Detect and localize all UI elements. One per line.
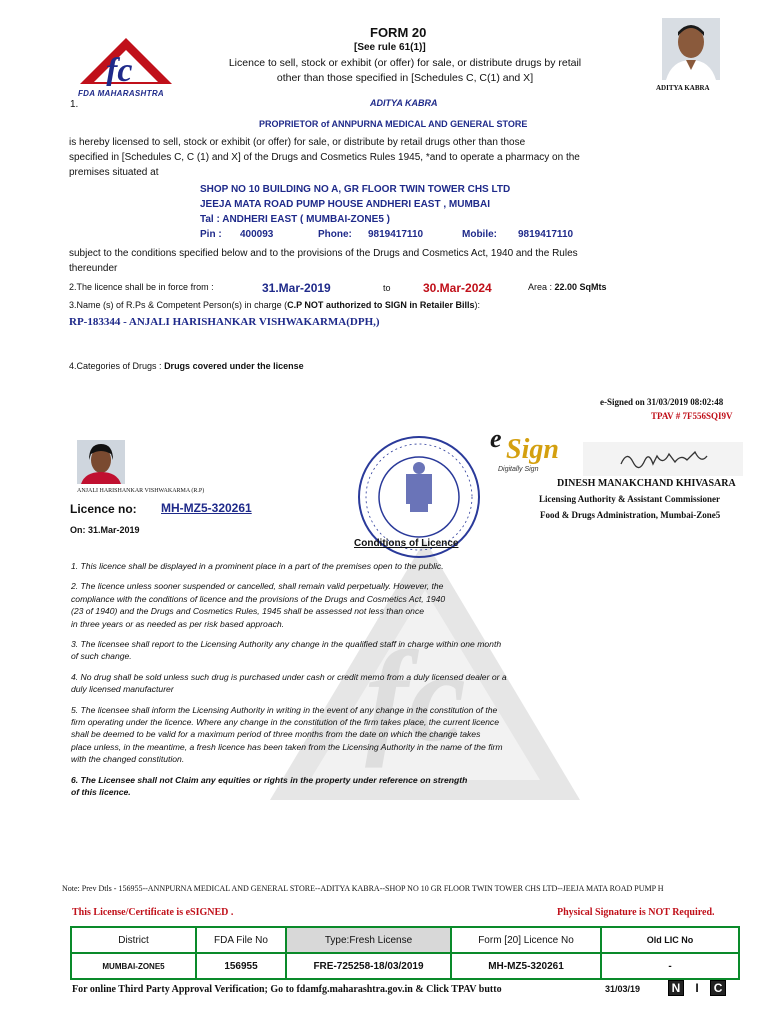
condition-5-line2: firm operating under the licence. Where any change in the constitution of the firm takes place, the current licence — [71, 717, 500, 728]
tpav-code: TPAV # 7F556SQI9V — [651, 411, 733, 421]
svg-text:fc: fc — [365, 625, 466, 769]
condition-5-line1: 5. The licensee shall inform the Licensing Authority in writing in the event of any change in the constitution of the — [71, 704, 498, 715]
esigned-notice: This License/Certificate is eSIGNED . — [72, 907, 234, 918]
svg-text:fc: fc — [106, 52, 133, 86]
logo-text: FDA MAHARASHTRA — [78, 89, 164, 98]
physical-sign-notice: Physical Signature is NOT Required. — [557, 907, 715, 918]
licence-date — [70, 525, 140, 535]
to-label: to — [383, 283, 391, 293]
address-line2: JEEJA MATA ROAD PUMP HOUSE ANDHERI EAST , MUMBAI — [200, 199, 491, 210]
area — [528, 282, 607, 292]
condition-1: 1. This licence shall be displayed in a prominent place in a part of the premises open to the public. — [71, 561, 444, 571]
item4-value: Drugs covered under the license — [164, 361, 304, 371]
esign-e: e — [490, 424, 502, 453]
desc-line-2: other than those specified in [Schedules C, C(1) and X] — [276, 72, 534, 84]
nic-c: C — [710, 980, 726, 996]
licence-summary-table — [70, 926, 740, 980]
table-header: District — [71, 927, 196, 953]
para1-line2: specified in [Schedules C, C (1) and X] of the Drugs and Cosmetics Rules 1945, *and to operate a pharmacy on the — [69, 152, 580, 163]
esign-digital: Digitally Sign — [498, 466, 539, 473]
condition-2-line4: in three years or as needed as per risk based approach. — [71, 618, 285, 629]
officer-signature — [583, 442, 743, 476]
licence-no-value: MH-MZ5-320261 — [161, 501, 252, 515]
table-row — [71, 953, 739, 979]
condition-4-line2: duly licensed manufacturer — [71, 684, 174, 695]
esigned-timestamp: e-Signed on 31/03/2019 08:02:48 — [600, 397, 724, 407]
on-date: 31.Mar-2019 — [88, 525, 140, 535]
force-label: 2.The licence shall be in force from : — [69, 282, 214, 292]
rp-name: RP-183344 - ANJALI HARISHANKAR VISHWAKARMA(DPH,) — [69, 316, 380, 328]
officer-role: Licensing Authority & Assistant Commissioner — [539, 494, 721, 504]
subject-paragraph — [69, 246, 578, 276]
prev-details-note: Note: Prev Dtls - 156955--ANNPURNA MEDICAL AND GENERAL STORE--ADITYA KABRA--SHOP NO 10 GR FLOOR TWIN TOWER CHS LTD--JEEJA MATA ROAD PUMP H — [62, 884, 664, 893]
form-title: FORM 20 — [370, 25, 427, 40]
verification-note: For online Third Party Approval Verification; Go to fdamfg.maharashtra.gov.in & Click TPAV butto — [72, 984, 502, 995]
item4-label: 4.Categories of Drugs : — [69, 361, 162, 371]
holder-name: ADITYA KABRA — [370, 98, 438, 108]
desc-line-1: Licence to sell, stock or exhibit (or offer) for sale, or distribute drugs by retail — [228, 57, 582, 69]
esign-logo — [490, 424, 580, 477]
item3 — [69, 300, 480, 310]
holder-photo — [662, 18, 720, 80]
esign-word: Sign — [506, 434, 559, 465]
phone-value: 9819417110 — [368, 229, 424, 240]
para1-line3: premises situated at — [69, 167, 159, 178]
condition-6-line1: 6. The Licensee shall not Claim any equities or rights in the property under reference on strength — [71, 774, 468, 785]
officer-dept: Food & Drugs Administration, Mumbai-Zone5 — [540, 510, 721, 520]
condition-6-line2: of this licence. — [71, 787, 131, 798]
condition-2-line2: compliance with the conditions of licence and the provisions of the Drugs and Cosmetics Act, 1940 — [71, 593, 446, 604]
rule-ref: [See rule 61(1)] — [354, 42, 426, 53]
conditions-title: Conditions of Licence — [354, 538, 459, 549]
area-label: Area : — [528, 282, 553, 292]
rp-photo — [77, 440, 125, 484]
pin-value: 400093 — [240, 229, 274, 240]
premises-address — [200, 182, 600, 242]
mobile-label: Mobile: — [462, 229, 497, 240]
table-cell: - — [601, 953, 739, 979]
condition-5-line4: place unless, in the meantime, a fresh licence has been taken from the Licensing Authority in the name of the firm — [71, 741, 503, 752]
fda-logo — [78, 36, 174, 96]
table-cell: 156955 — [196, 953, 286, 979]
address-line1: SHOP NO 10 BUILDING NO A, GR FLOOR TWIN TOWER CHS LTD — [200, 184, 511, 195]
table-header-row — [71, 927, 739, 953]
item3-c: ): — [474, 300, 480, 310]
condition-3-line1: 3. The licensee shall report to the Licensing Authority any change in the qualified staff in charge within one month — [71, 639, 502, 650]
form-description — [175, 56, 635, 86]
area-value: 22.00 SqMts — [554, 282, 607, 292]
officer-name: DINESH MANAKCHAND KHIVASARA — [557, 478, 736, 489]
nic-i: I — [695, 981, 699, 995]
condition-4-line1: 4. No drug shall be sold unless such drug is purchased under cash or credit memo from a duly licensed dealer or a — [71, 671, 507, 682]
nic-badge — [668, 980, 726, 996]
condition-5-line5: with the changed constitution. — [71, 754, 185, 765]
pin-label: Pin : — [200, 229, 222, 240]
phone-label: Phone: — [318, 229, 352, 240]
table-header: FDA File No — [196, 927, 286, 953]
address-line3: Tal : ANDHERI EAST ( MUMBAI-ZONE5 ) — [200, 214, 390, 225]
on-label: On: — [70, 525, 86, 535]
para1-line1: is hereby licensed to sell, stock or exhibit (or offer) for sale, or distribute by retail drugs other than those — [69, 137, 526, 148]
proprietor-line: PROPRIETOR of ANNPURNA MEDICAL AND GENERAL STORE — [259, 119, 528, 129]
mobile-value: 9819417110 — [518, 229, 574, 240]
photo-caption: ADITYA KABRA — [656, 84, 710, 92]
para2-line2: thereunder — [69, 263, 118, 274]
table-header: Type:Fresh License — [286, 927, 451, 953]
to-date: 30.Mar-2024 — [423, 281, 492, 295]
item-number: 1. — [70, 99, 79, 110]
para2-line1: subject to the conditions specified below and to the provisions of the Drugs and Cosmetics Act, 1940 and the Rules — [69, 248, 578, 259]
license-paragraph — [69, 135, 580, 180]
item3-a: 3.Name (s) of R.Ps & Competent Person(s) in charge ( — [69, 300, 288, 310]
table-cell: MH-MZ5-320261 — [451, 953, 601, 979]
licence-no-label: Licence no: — [70, 502, 137, 516]
nic-n: N — [668, 980, 684, 996]
condition-3-line2: of such change. — [71, 651, 132, 662]
condition-2-line3: (23 of 1940) and the Drugs and Cosmetics Rules, 1945 shall be assessed not less than once — [71, 606, 425, 617]
condition-5-line3: shall be deemed to be valid for a maximum period of three months from the date on which the change takes — [71, 729, 481, 740]
rp-caption: ANJALI HARISHANKAR VISHWAKARMA (R.P) — [77, 488, 205, 494]
table-header: Old LIC No — [601, 927, 739, 953]
conditions-list — [71, 560, 507, 799]
footer-date: 31/03/19 — [605, 984, 641, 994]
item3-b: C.P NOT authorized to SIGN in Retailer Bills — [287, 300, 475, 310]
condition-2-line1: 2. The licence unless sooner suspended or cancelled, shall remain valid perpetually. However, the — [71, 581, 444, 592]
table-cell: FRE-725258-18/03/2019 — [286, 953, 451, 979]
item4 — [69, 361, 304, 371]
table-cell: MUMBAI-ZONE5 — [71, 953, 196, 979]
from-date: 31.Mar-2019 — [262, 281, 331, 295]
table-header: Form [20] Licence No — [451, 927, 601, 953]
